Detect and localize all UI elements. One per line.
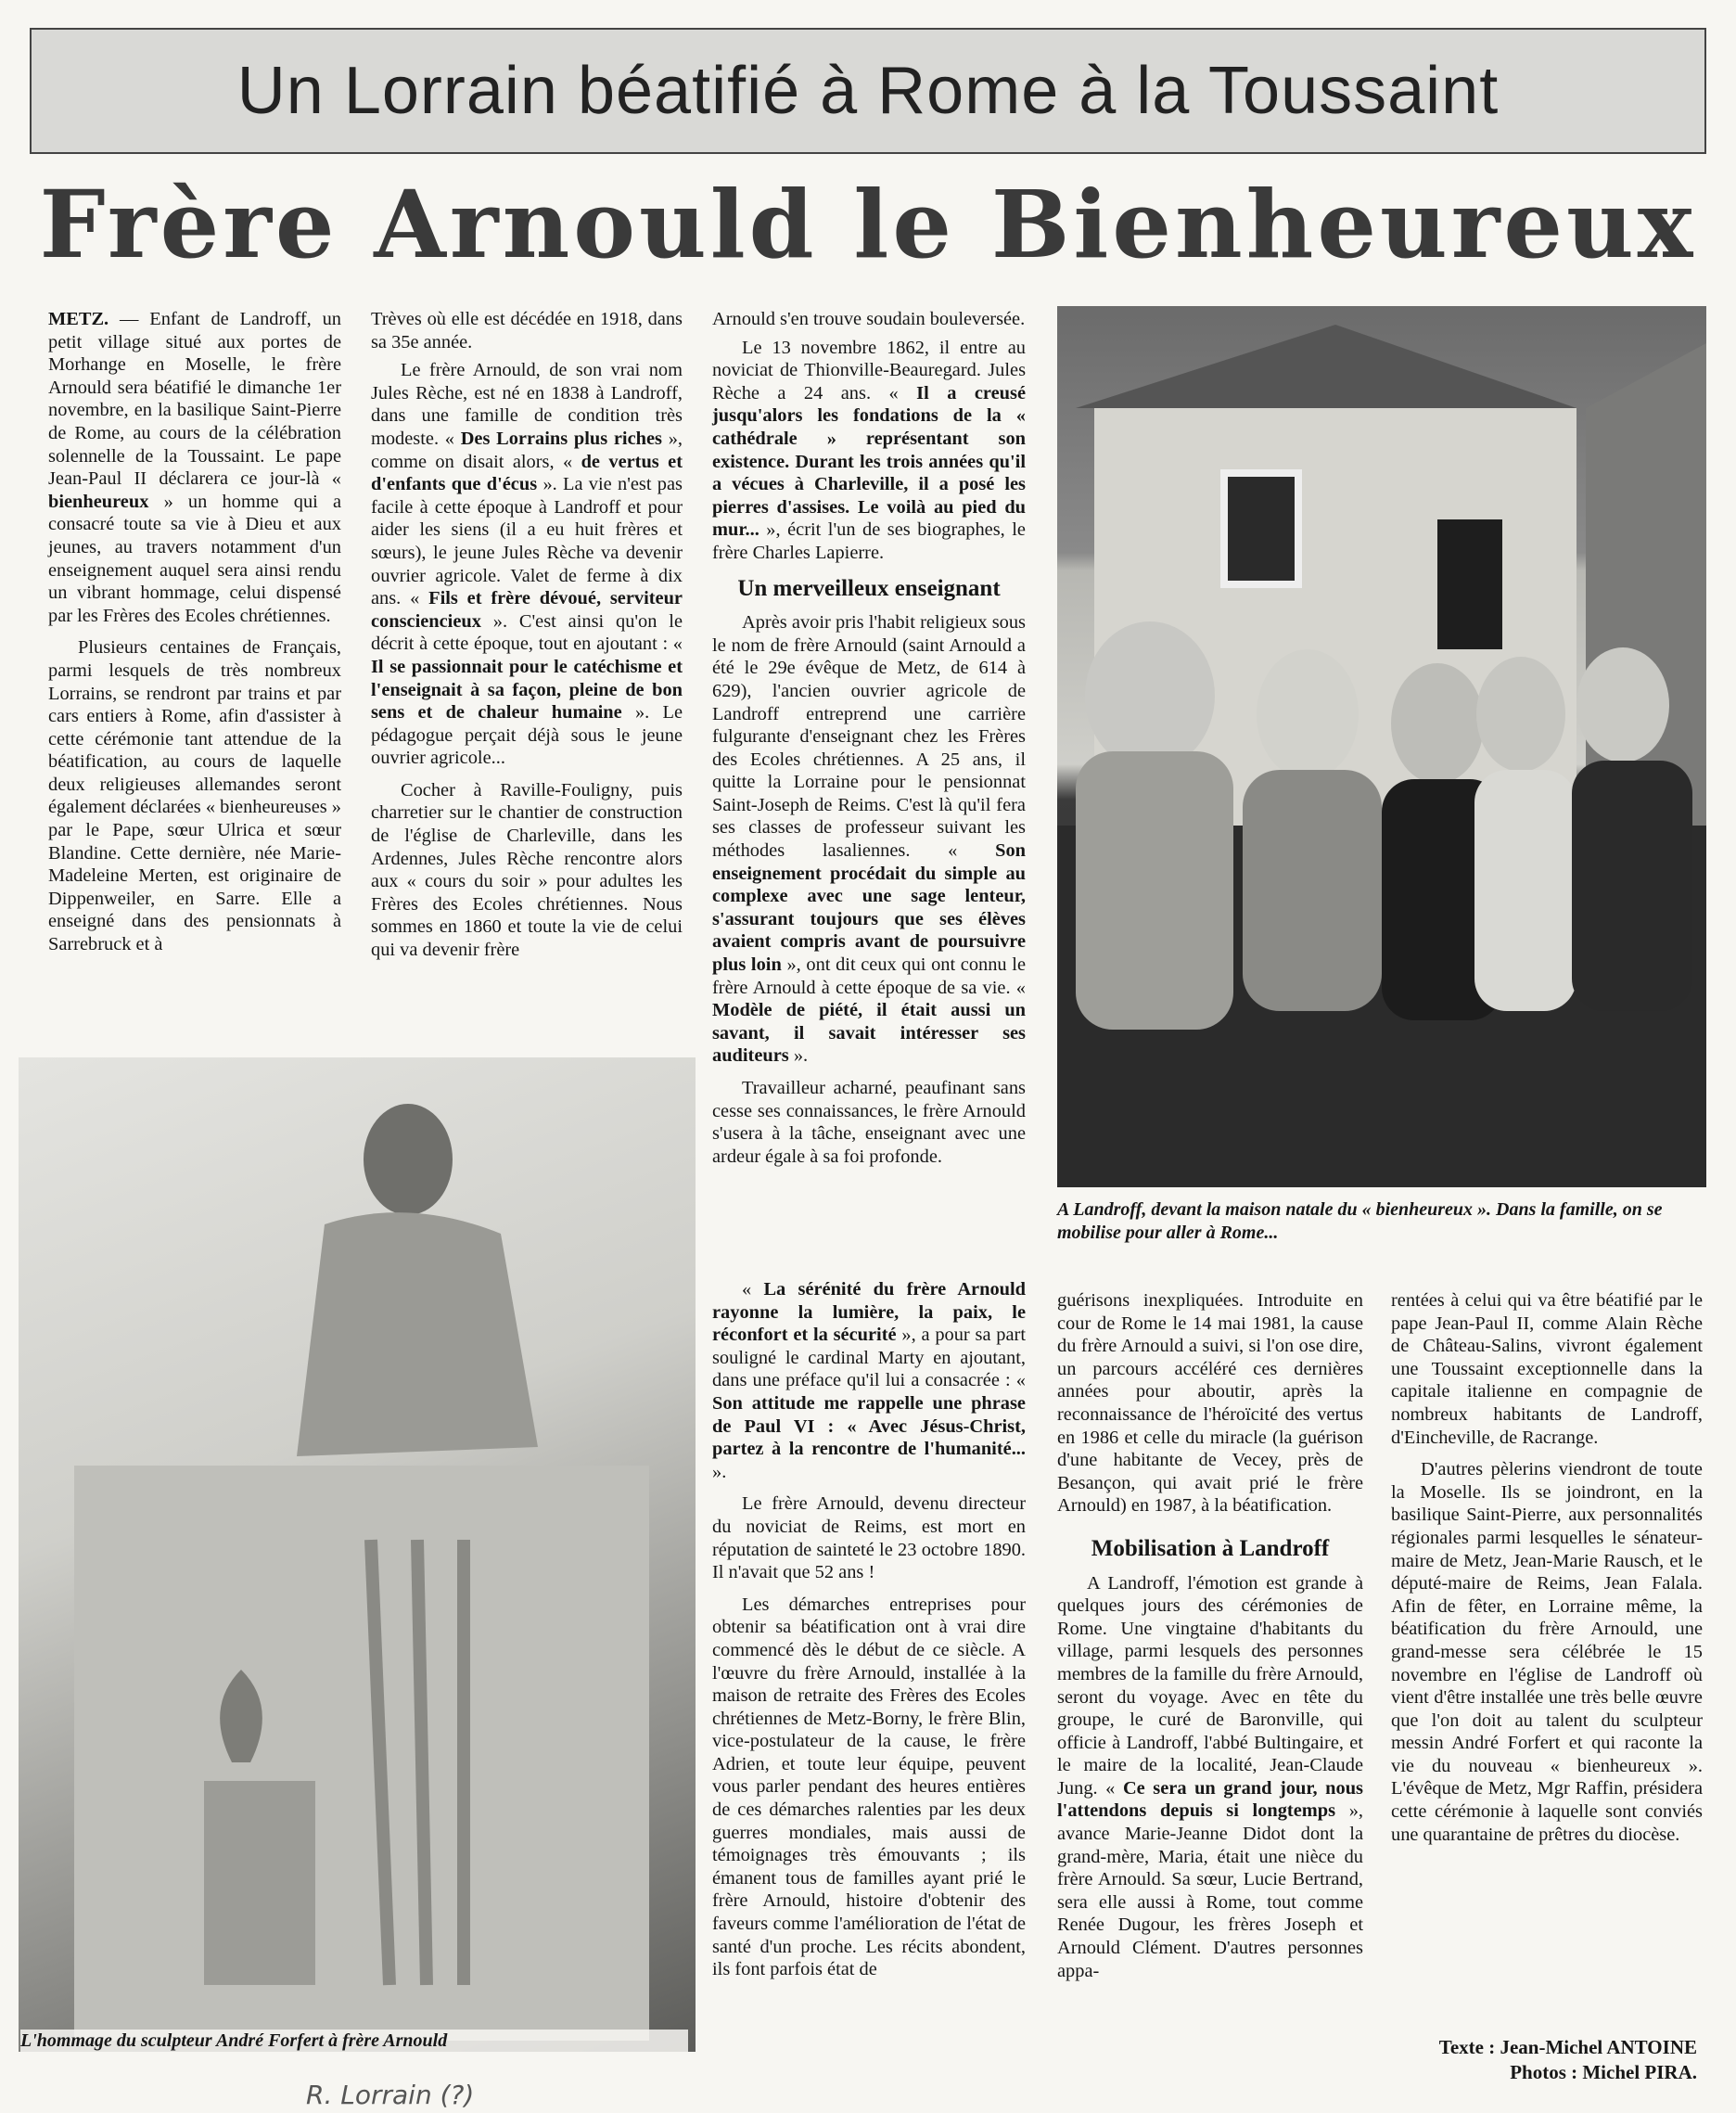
bold-run: Il a creusé jusqu'alors les fondations de la « cathédrale » représentant son existence. Durant les trois années qu'il a vécues à Charleville, il a posé les pierres d'assises. Le voilà au pied du mur...	[712, 382, 1026, 541]
dateline: METZ.	[48, 309, 109, 329]
article-column-4	[1057, 1289, 1363, 1982]
bold-run: Des Lorrains plus riches	[460, 428, 662, 449]
text-run: ». La vie n'est pas facile à cette époque à Landroff et pour aider les siens (il a eu huit frères et sœurs), le jeune Jules Rèche va devenir ouvrier agricole. Valet de ferme à dix ans. «	[371, 474, 683, 609]
text-run: », écrit l'un de ses biographes, le frère Charles Lapierre.	[712, 519, 1026, 563]
credits	[1439, 2035, 1697, 2085]
text-run: Le 13 novembre 1862, il entre au noviciat de Thionville-Beauregard. Jules Rèche a 24 ans. «	[712, 337, 1026, 403]
handwritten-note: R. Lorrain (?)	[306, 2080, 475, 2110]
article-column-5	[1391, 1289, 1703, 1846]
photo-illustration	[19, 1057, 696, 2052]
text-run: » un homme qui a consacré toute sa vie à Dieu et aux jeunes, au travers notamment d'un enseignement auquel sera ainsi rendu un vibrant hommage, celui dispensé par les Frères des Ecoles chrétiennes.	[48, 491, 341, 626]
article-column-3-continued	[712, 1278, 1026, 1981]
paragraph	[371, 359, 683, 770]
paragraph: Arnould s'en trouve soudain bouleversée.	[712, 309, 1026, 329]
text-run: ». C'est ainsi qu'on le décrit à cette époque, tout en ajoutant : «	[371, 610, 683, 655]
text-run: ».	[712, 1461, 727, 1482]
paragraph	[712, 611, 1026, 1068]
text-run: », avance Marie-Jeanne Didot dont la grand-mère, Maria, était une nièce du frère Arnould. Sa sœur, Lucie Bertrand, sera elle aussi à Rome, tout comme Renée Dugour, les frères Joseph et Arnould Clément. D'autres personnes appa-	[1057, 1800, 1363, 1981]
bold-run: Son attitude me rappelle une phrase de Paul VI : « Avec Jésus-Christ, partez à la rencontre de l'humanité...	[712, 1392, 1026, 1460]
text-run: ». Le pédagogue perçait déjà sous le jeune ouvrier agricole...	[371, 702, 683, 769]
text-run: Après avoir pris l'habit religieux sous le nom de frère Arnould (saint Arnould a été le 29e évêque de Metz, de 614 à 629), l'ancien ouvrier agricole de Landroff entreprend une carrière fulgurante d'enseignant chez les Frères des Ecoles chrétiennes. A 25 ans, il quitte la Lorraine pour le pensionnat Saint-Joseph de Reims. C'est là qu'il fera ses classes de professeur suivant les méthodes lasaliennes. «	[712, 612, 1026, 862]
bold-run: de vertus et d'enfants que d'écus	[371, 451, 683, 495]
paragraph: guérisons inexpliquées. Introduite en cour de Rome le 14 mai 1981, la cause du frère Arnould a suivi, si l'on ose dire, un parcours accéléré ces dernières années pour aboutir, après la reconnaissance de l'héroïcité des vertus en 1986 et celle du miracle (la guérison d'une habitante de Vecey, près de Besançon, qui avait prié le frère Arnould) en 1987, à la béatification.	[1057, 1290, 1363, 1517]
article-column-1	[48, 308, 341, 956]
text-run: «	[742, 1279, 752, 1300]
text-run: ».	[793, 1045, 809, 1067]
subheading: Un merveilleux enseignant	[737, 575, 1001, 601]
photo-credit: Photos : Michel PIRA.	[1510, 2061, 1697, 2083]
paragraph	[712, 1278, 1026, 1483]
kicker-text: Un Lorrain béatifié à Rome à la Toussaint	[236, 54, 1500, 128]
photo-caption-top: A Landroff, devant la maison natale du « bienheureux ». Dans la famille, on se mobilise pour aller à Rome...	[1057, 1199, 1663, 1243]
paragraph: rentées à celui qui va être béatifié par le pape Jean-Paul II, comme Alain Rèche de Château-Salins, vivront également une Toussaint exceptionnelle dans la capitale italienne en compagnie de nombreux habitants de Landroff, d'Eincheville, de Racrange.	[1391, 1290, 1703, 1448]
bold-run: bienheureux	[48, 491, 149, 512]
text-run: Le frère Arnould, de son vrai nom Jules Rèche, est né en 1838 à Landroff, dans une famille de condition très modeste. «	[371, 360, 683, 449]
article-column-3	[712, 308, 1026, 1168]
photo-landroff-family	[1057, 306, 1706, 1187]
paragraph: Trèves où elle est décédée en 1918, dans sa 35e année.	[371, 309, 683, 352]
photo-caption-left: L'hommage du sculpteur André Forfert à frère Arnould	[20, 2030, 688, 2053]
bold-run: La sérénité du frère Arnould rayonne la lumière, la paix, le réconfort et la sécurité	[712, 1279, 1026, 1346]
paragraph: Cocher à Raville-Fouligny, puis charretier sur le chantier de construction de l'église de Charleville, dans les Ardennes, Jules Rèche rencontre alors aux « cours du soir » pour adultes les Frères des Ecoles chrétiennes. Nous sommes en 1860 et toute la vie de celui qui va devenir frère	[371, 779, 683, 961]
photo-sculpture	[19, 1057, 696, 2052]
text-run: », ont dit ceux qui ont connu le frère Arnould à cette époque de sa vie. «	[712, 954, 1026, 998]
text-run: — Enfant de Landroff, un petit village situé aux portes de Morhange en Moselle, le frère Arnould sera béatifié le dimanche 1er novembre, en la basilique Saint-Pierre de Rome, au cours de la célébration solennelle de la Toussaint. Le pape Jean-Paul II déclarera ce jour-là «	[48, 309, 341, 490]
photo-illustration	[1057, 306, 1706, 1187]
paragraph: Les démarches entreprises pour obtenir sa béatification ont à vrai dire commencé dès le début de ce siècle. A l'œuvre du frère Arnould, installée à la maison de retraite des Frères des Ecoles chrétiennes de Metz-Borny, le frère Blin, vice-postulateur de la cause, le frère Adrien, et toute leur équipe, peuvent vous parler pendant des heures entières de ces démarches ralenties par les deux guerres mondiales, mais aussi de témoignages très émouvants ; ils émanent tous de familles ayant prié le frère Arnould, histoire d'obtenir des faveurs comme l'amélioration de l'état de santé d'un proche. Les récits abondent, ils font parfois état de	[712, 1594, 1026, 1980]
bold-run: Fils et frère dévoué, serviteur consciencieux	[371, 588, 683, 632]
text-run: », comme on disait alors, «	[371, 428, 683, 472]
bold-run: Son enseignement procédait du simple au complexe avec une sage lenteur, s'assurant toujours que ses élèves avaient compris avant de poursuivre plus loin	[712, 840, 1026, 976]
paragraph: D'autres pèlerins viendront de toute la Moselle. Ils se joindront, en la basilique Saint-Pierre, aux personnalités régionales parmi lesquelles le sénateur-maire de Metz, Jean-Marie Rausch, et le député-maire de Reims, Jean Falala. Afin de fêter, en Lorraine même, la béatification du frère Arnould, une grand-messe sera célébrée le 15 novembre en l'église de Landroff où vient d'être installée une très belle œuvre que l'on doit au talent du sculpteur messin André Forfert et qui raconte la vie du nouveau « bienheureux ». L'évêque de Metz, Mgr Raffin, présidera cette cérémonie à laquelle sont conviés une quarantaine de prêtres du diocèse.	[1391, 1459, 1703, 1845]
bold-run: Modèle de piété, il était aussi un savant, il savait intéresser ses auditeurs	[712, 1000, 1026, 1067]
headline: Frère Arnould le Bienheureux	[39, 170, 1697, 279]
bold-run: Ce sera un grand jour, nous l'attendons depuis si longtemps	[1057, 1777, 1363, 1822]
paragraph: Plusieurs centaines de Français, parmi lesquels de très nombreux Lorrains, se rendront par trains et par cars entiers à Rome, afin d'assister à cette cérémonie tant attendue de la béatification, au cours de laquelle deux religieuses allemandes seront également déclarées « bienheureuses » par le Pape, sœur Ulrica et sœur Blandine. Cette dernière, née Marie-Madeleine Merten, est originaire de Dippenweiler, en Sarre. Elle a enseigné dans des pensionnats à Sarrebruck et à	[48, 637, 341, 955]
paragraph	[1057, 1572, 1363, 1983]
bold-run: Il se passionnait pour le catéchisme et l'enseignait à sa façon, pleine de bon sens et de chaleur humaine	[371, 656, 683, 724]
kicker-banner	[30, 28, 1706, 154]
paragraph	[48, 308, 341, 627]
text-run: », a pour sa part souligné le cardinal Marty en ajoutant, dans une préface qu'il lui a consacrée : «	[712, 1325, 1026, 1391]
text-credit: Texte : Jean-Michel ANTOINE	[1438, 2036, 1697, 2058]
text-run: A Landroff, l'émotion est grande à quelques jours des cérémonies de Rome. Une vingtaine d'habitants du village, parmi lesquels des personnes membres de la famille du frère Arnould, seront du voyage. Avec en tête du groupe, le curé de Baronville, qui officie à Landroff, l'abbé Bultingaire, et le maire de la localité, Jean-Claude Jung. «	[1057, 1572, 1363, 1799]
paragraph: Le frère Arnould, devenu directeur du noviciat de Reims, est mort en réputation de sainteté le 23 octobre 1890. Il n'avait que 52 ans !	[712, 1493, 1026, 1583]
subheading: Mobilisation à Landroff	[1091, 1535, 1330, 1561]
paragraph: Travailleur acharné, peaufinant sans cesse ses connaissances, le frère Arnould s'usera à la tâche, enseignant avec une ardeur égale à sa foi profonde.	[712, 1078, 1026, 1167]
article-column-2	[371, 308, 683, 962]
paragraph	[712, 337, 1026, 565]
